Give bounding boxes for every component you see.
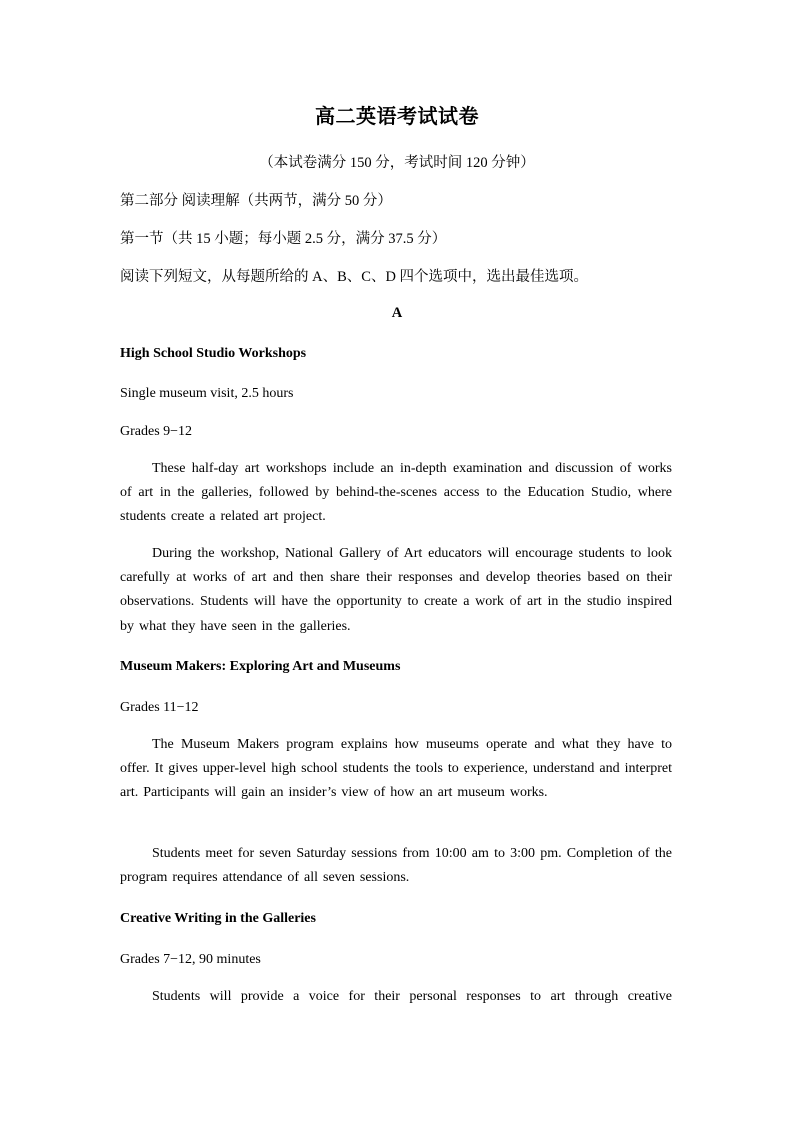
program-heading: Museum Makers: Exploring Art and Museums [120,659,401,674]
program-detail: Single museum visit, 2.5 hours [120,386,294,401]
exam-subtitle: （本试卷满分 150 分，考试时间 120 分钟） [259,155,535,171]
program-paragraph: Students meet for seven Saturday sessions from 10:00 am to 3:00 pm. Completion of the program requires attendance of all seven sessions. [120,846,672,886]
program-paragraph: The Museum Makers program explains how museums operate and what they have to offer. It gives upper-level high school students the tools to experience, understand and interpret art. Participants will gain an insider’s view of how an art museum works. [120,737,672,801]
instruction-text: 阅读下列短文，从每题所给的 A、B、C、D 四个选项中，选出最佳选项。 [120,269,589,285]
exam-title: 高二英语考试试卷 [315,106,479,128]
program-detail: Grades 9−12 [120,424,193,439]
program-detail: Grades 11−12 [120,700,199,715]
program-paragraph: During the workshop, National Gallery of Art educators will encourage students to look carefully at works of art and then share their responses and develop theories based on their observations. Students will have the opportunity to create a work of art in the studio inspired by what they have seen in the galleries. [120,546,672,634]
program-heading: High School Studio Workshops [120,346,307,361]
part-heading: 第二部分 阅读理解（共两节，满分 50 分） [120,193,392,209]
passage-label: A [391,305,403,321]
program-paragraph: Students will provide a voice for their personal responses to art through creative [152,989,672,1004]
program-detail: Grades 7−12, 90 minutes [120,952,261,967]
exam-page [120,0,674,1123]
program-heading: Creative Writing in the Galleries [120,911,316,926]
program-paragraph: These half-day art workshops include an in-depth examination and discussion of works of art in the galleries, followed by behind-the-scenes access to the Education Studio, where students create a related art project. [120,461,672,525]
section-heading: 第一节（共 15 小题；每小题 2.5 分，满分 37.5 分） [120,231,447,247]
